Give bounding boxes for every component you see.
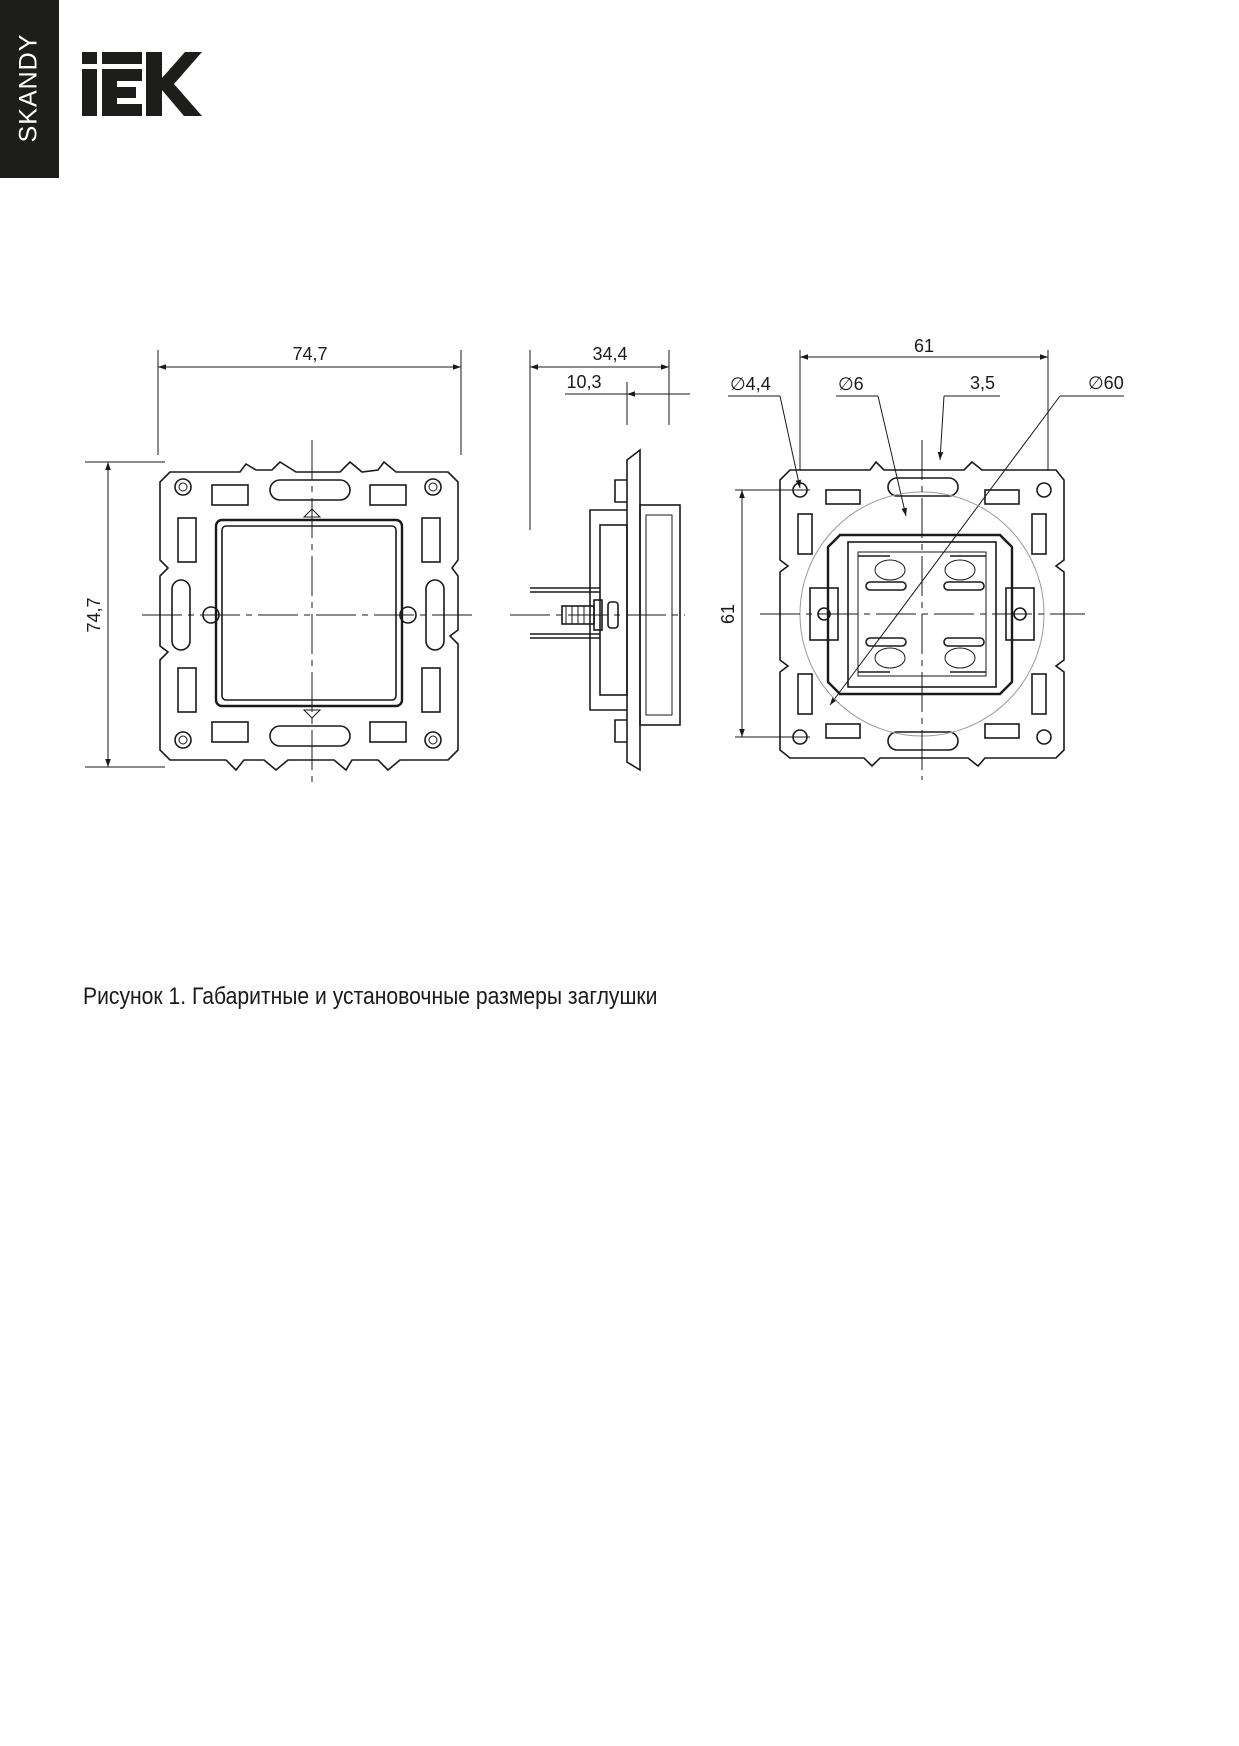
hole-mid-dim: ∅6 bbox=[838, 374, 864, 394]
series-tab bbox=[0, 0, 59, 178]
rear-height-dim: 61 bbox=[718, 603, 738, 625]
side-offset-dim: 10,3 bbox=[566, 372, 602, 392]
rear-view bbox=[718, 336, 1124, 780]
circle-dim: ∅60 bbox=[1088, 373, 1124, 393]
front-view bbox=[84, 344, 475, 785]
side-depth-dim: 34,4 bbox=[592, 344, 628, 364]
slot-dim: 3,5 bbox=[970, 373, 996, 393]
rear-width-dim: 61 bbox=[913, 336, 935, 356]
series-label: SKANDY bbox=[14, 33, 43, 143]
front-height-dim: 74,7 bbox=[84, 597, 104, 633]
dimension-drawing bbox=[0, 330, 1239, 800]
side-view bbox=[510, 344, 690, 770]
figure-caption: Рисунок 1. Габаритные и установочные размеры заглушки bbox=[83, 983, 658, 1010]
front-width-dim: 74,7 bbox=[292, 344, 328, 364]
iek-logo bbox=[82, 52, 202, 116]
hole-small-dim: ∅4,4 bbox=[730, 374, 771, 394]
